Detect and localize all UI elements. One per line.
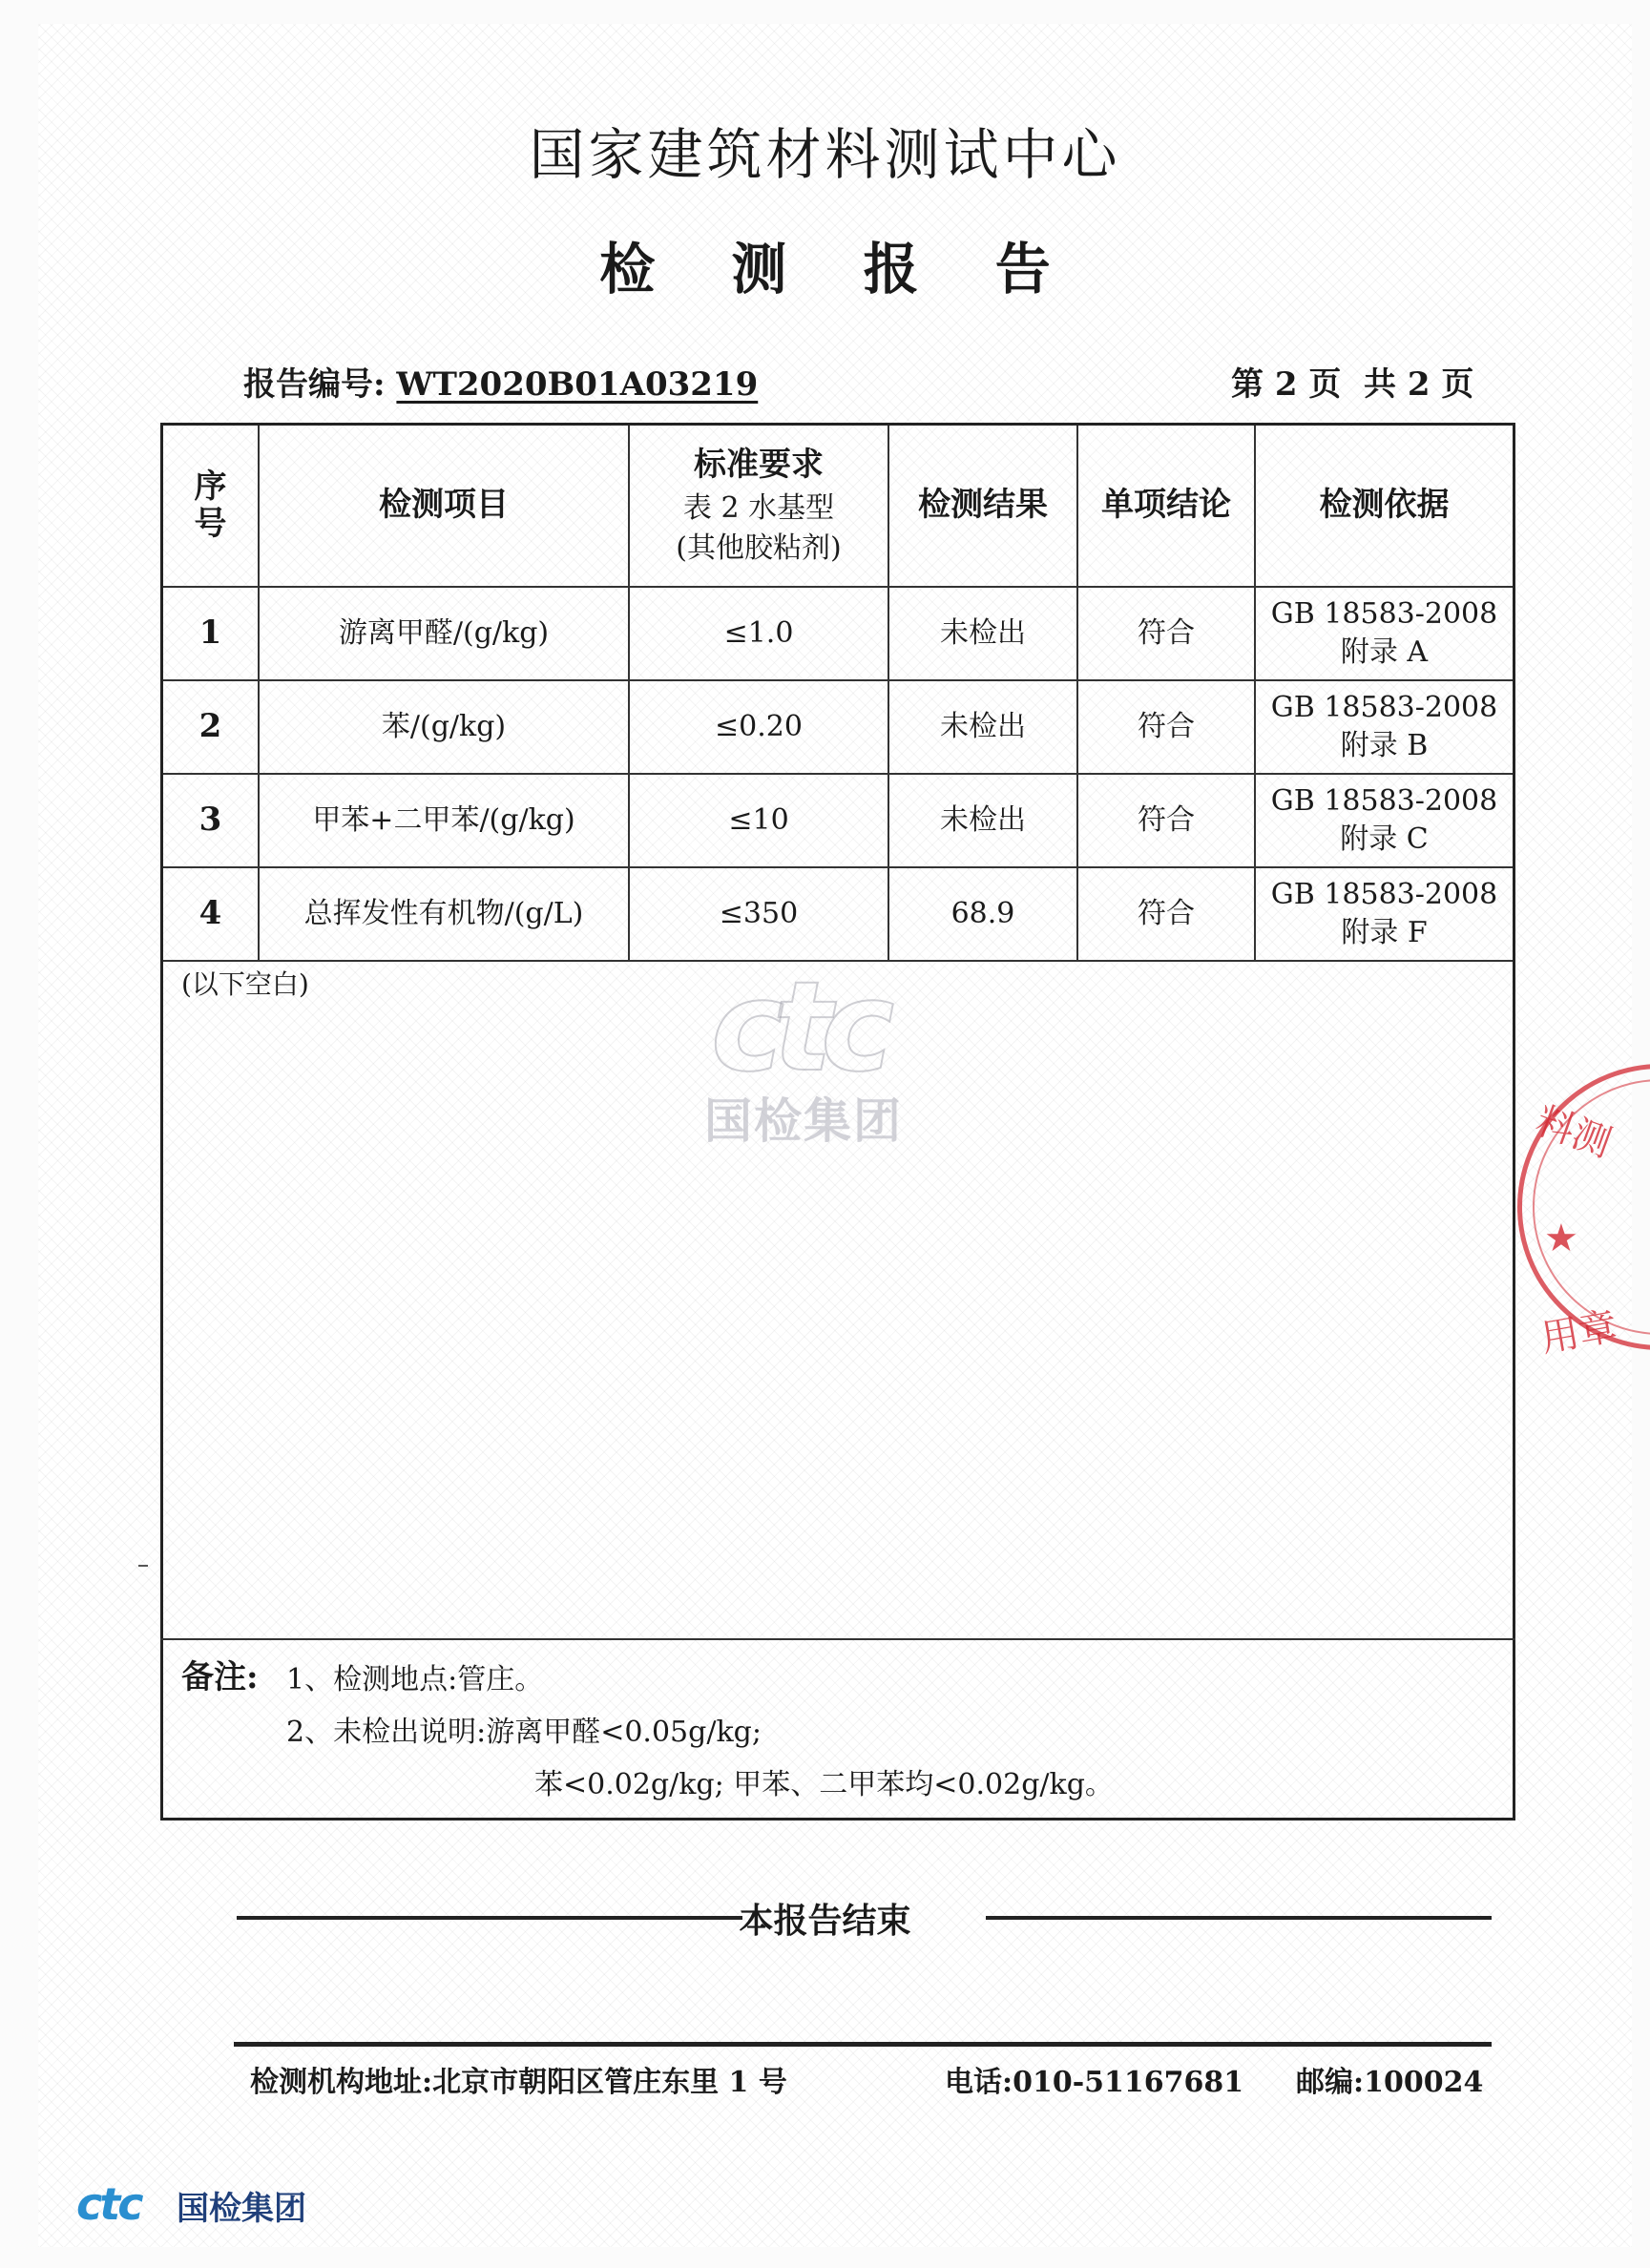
header-basis: 检测依据: [1255, 426, 1513, 587]
header-standard-sub1: 表 2 水基型: [682, 490, 835, 525]
header-item: 检测项目: [259, 426, 629, 587]
header-no: 序号: [163, 426, 259, 587]
row-standard: ≤10: [629, 774, 888, 867]
header-standard: [629, 426, 888, 587]
results-table: [163, 426, 1513, 962]
watermark-text: 国检集团: [704, 1093, 903, 1149]
table-row: [163, 587, 1513, 680]
footer-zip: 邮编:100024: [1296, 2066, 1484, 2099]
row-basis: GB 18583-2008 附录 B: [1255, 680, 1513, 774]
table-row: [163, 867, 1513, 961]
table-row: [163, 680, 1513, 774]
organization-title: 国家建筑材料测试中心: [529, 122, 1121, 187]
row-conclusion: 符合: [1077, 867, 1255, 961]
row-conclusion: 符合: [1077, 680, 1255, 774]
end-of-report: 本报告结束: [739, 1901, 911, 1941]
header-conclusion: 单项结论: [1077, 426, 1255, 587]
row-standard: ≤0.20: [629, 680, 888, 774]
row-item: 苯/(g/kg): [259, 680, 629, 774]
table-header-row: [163, 426, 1513, 587]
report-number-value: WT2020B01A03219: [396, 365, 759, 404]
footer-phone: 电话:010-51167681: [945, 2066, 1244, 2099]
row-result: 未检出: [888, 680, 1077, 774]
notes-label: 备注:: [181, 1658, 259, 1696]
row-result: 68.9: [888, 867, 1077, 961]
header-result: 检测结果: [888, 426, 1077, 587]
header-standard-title: 标准要求: [694, 446, 824, 485]
row-basis: GB 18583-2008 附录 C: [1255, 774, 1513, 867]
note-line-1: 1、检测地点:管庄。: [286, 1663, 544, 1696]
footer-rule: [234, 2042, 1492, 2047]
row-result: 未检出: [888, 587, 1077, 680]
footer-address: 检测机构地址:北京市朝阳区管庄东里 1 号: [250, 2066, 787, 2099]
results-table-frame: [160, 423, 1515, 1821]
row-standard: ≤1.0: [629, 587, 888, 680]
row-no: 4: [163, 867, 259, 961]
report-number-label: 报告编号:: [243, 365, 386, 404]
report-title: 检 测 报 告: [599, 237, 1079, 302]
note-line-2: 2、未检出说明:游离甲醛<0.05g/kg;: [286, 1716, 762, 1749]
ctc-logo-text: 国检集团: [177, 2190, 306, 2228]
row-no: 1: [163, 587, 259, 680]
report-number: [243, 358, 758, 405]
ctc-logo-icon: ctc: [76, 2178, 141, 2230]
blank-note: (以下空白): [181, 968, 309, 1000]
row-result: 未检出: [888, 774, 1077, 867]
row-conclusion: 符合: [1077, 587, 1255, 680]
header-standard-sub2: (其他胶粘剂): [676, 531, 842, 565]
row-basis: GB 18583-2008 附录 A: [1255, 587, 1513, 680]
seal-star-icon: ★: [1544, 1217, 1578, 1260]
seal-text-top: 料测: [1530, 1098, 1618, 1167]
row-item: 甲苯+二甲苯/(g/kg): [259, 774, 629, 867]
row-conclusion: 符合: [1077, 774, 1255, 867]
seal-text-bottom: 用章: [1537, 1304, 1620, 1362]
row-standard: ≤350: [629, 867, 888, 961]
row-no: 2: [163, 680, 259, 774]
watermark-logo: ctc: [711, 954, 884, 1099]
row-item: 游离甲醛/(g/kg): [259, 587, 629, 680]
row-no: 3: [163, 774, 259, 867]
note-line-3: 苯<0.02g/kg; 甲苯、二甲苯均<0.02g/kg。: [534, 1768, 1114, 1801]
margin-mark: [138, 1565, 148, 1567]
table-row: [163, 774, 1513, 867]
row-basis: GB 18583-2008 附录 F: [1255, 867, 1513, 961]
row-item: 总挥发性有机物/(g/L): [259, 867, 629, 961]
page-info: 第 2 页 共 2 页: [1231, 365, 1474, 404]
